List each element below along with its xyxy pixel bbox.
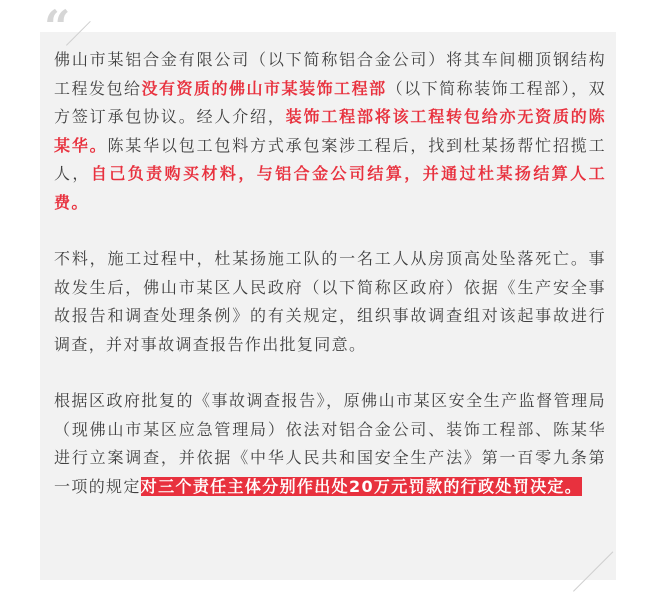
paragraph-accident bbox=[54, 245, 606, 359]
highlight-subcontract: 装饰工程部将该工程转包给亦无资质的陈某华。 bbox=[54, 107, 606, 155]
highlight-settlement: 自己负责购买材料，与铝合金公司结算，并通过杜某扬结算人工费。 bbox=[54, 164, 606, 212]
text-segment: 不料，施工过程中，杜某扬施工队的一名工人从房顶高处坠落死亡。事故发生后，佛山市某区人民政府（以下简称区政府）依据《生产安全事故报告和调查处理条例》的有关规定，组织事故调查组对该起事故进行调查，并对事故调查报告作出批复同意。 bbox=[54, 249, 606, 354]
text-segment: 佛山市某铝合金有限公司（以下简称铝合金公司）将其车间棚顶钢结构工程发包给 bbox=[54, 50, 606, 98]
highlight-penalty-decision: 对三个责任主体分别作出处20万元罚款的行政处罚决定。 bbox=[140, 476, 583, 496]
highlight-no-qualification: 没有资质的佛山市某装饰工程部 bbox=[141, 78, 387, 98]
paragraph-case-background bbox=[54, 46, 606, 217]
text-segment: 陈某华以包工包料方式承包案涉工程后，找到杜某扬帮忙招揽工人， bbox=[54, 135, 606, 183]
text-segment: 根据区政府批复的《事故调查报告》，原佛山市某区安全生产监督管理局（现佛山市某区应急管理局）依法对铝合金公司、装饰工程部、陈某华进行立案调查，并依据《中华人民共和国安全生产法》第一百零九条第一项的规定 bbox=[54, 391, 606, 496]
paragraph-penalty bbox=[54, 387, 606, 501]
text-segment: （以下简称装饰工程部），双方签订承包协议。经人介绍， bbox=[54, 78, 606, 126]
open-quote-icon: “ bbox=[44, 0, 71, 54]
article-body bbox=[54, 46, 606, 501]
